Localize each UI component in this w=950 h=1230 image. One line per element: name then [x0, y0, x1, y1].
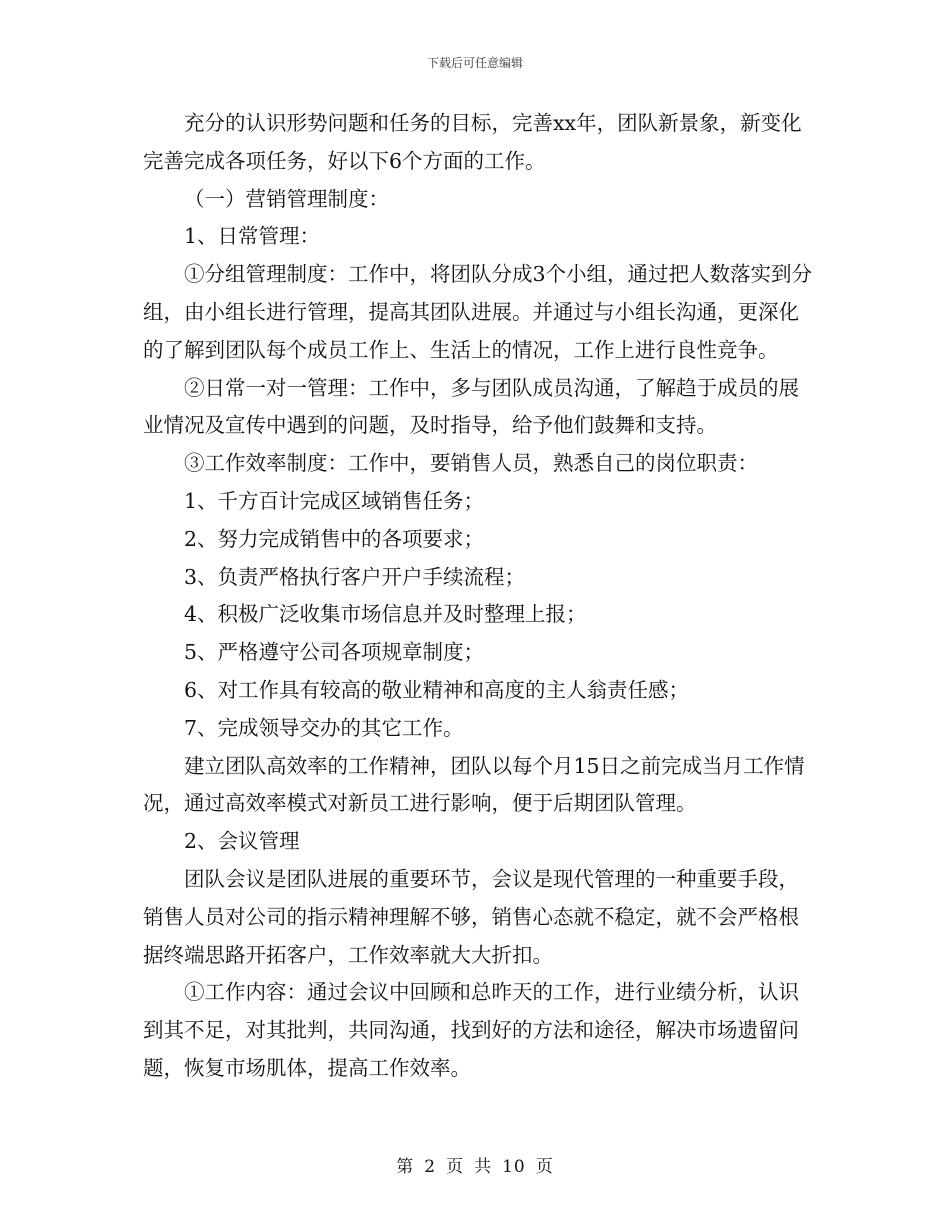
section-heading: （一）营销管理制度：: [184, 186, 389, 211]
list-item: 2、努力完成销售中的各项要求；: [184, 526, 485, 551]
subsection-heading: 2、会议管理: [184, 829, 300, 854]
list-item: 5、严格遵守公司各项规章制度；: [184, 640, 485, 665]
subsection-heading: 1、日常管理：: [184, 224, 321, 249]
paragraph: ②日常一对一管理：工作中，多与团队成员沟通，了解趋于成员的展业情况及宣传中遇到的问题，及时指导，给予他们鼓舞和支持。: [143, 375, 799, 438]
footer-total-word: 共: [474, 1157, 493, 1177]
paragraph: 建立团队高效率的工作精神，团队以每个月15日之前完成当月工作情况，通过高效率模式对新员工进行影响，便于后期团队管理。: [143, 753, 805, 816]
intro-paragraph: 充分的认识形势问题和任务的目标，完善xx年，团队新景象，新变化完善完成各项任务，好以下6个方面的工作。: [143, 111, 802, 173]
paragraph: ③工作效率制度：工作中，要销售人员，熟悉自己的岗位职责：: [184, 451, 758, 476]
paragraph: ①分组管理制度：工作中，将团队分成3个小组，通过把人数落实到分组，由小组长进行管理，提高其团队进展。并通过与小组长沟通，更深化的了解到团队每个成员工作上、生活上的情况，工作上进行良性竞争。: [143, 262, 813, 362]
total-page-count: 10: [502, 1157, 526, 1177]
paragraph: 团队会议是团队进展的重要环节，会议是现代管理的一种重要手段，销售人员对公司的指示精神理解不够，销售心态就不稳定，就不会严格根据终端思路开拓客户，工作效率就大大折扣。: [143, 866, 799, 967]
footer-page-word: 页: [446, 1157, 465, 1177]
list-item: 7、完成领导交办的其它工作。: [184, 715, 464, 740]
footer-suffix: 页: [535, 1157, 554, 1177]
page-header: 下载后可任意编辑: [426, 56, 523, 70]
list-item: 1、千方百计完成区域销售任务；: [184, 488, 485, 513]
paragraph: ①工作内容：通过会议中回顾和总昨天的工作，进行业绩分析，认识到其不足，对其批判，共同沟通，找到好的方法和途径，解决市场遗留问题，恢复市场肌体，提高工作效率。: [143, 980, 799, 1080]
document-body: [143, 105, 813, 1088]
current-page-number: 2: [424, 1157, 437, 1177]
footer-prefix: 第: [396, 1157, 415, 1177]
list-item: 6、对工作具有较高的敬业精神和高度的主人翁责任感；: [184, 677, 690, 702]
list-item: 3、负责严格执行客户开户手续流程；: [184, 564, 526, 589]
list-item: 4、积极广泛收集市场信息并及时整理上报；: [184, 602, 587, 627]
page-footer: [0, 1152, 950, 1177]
